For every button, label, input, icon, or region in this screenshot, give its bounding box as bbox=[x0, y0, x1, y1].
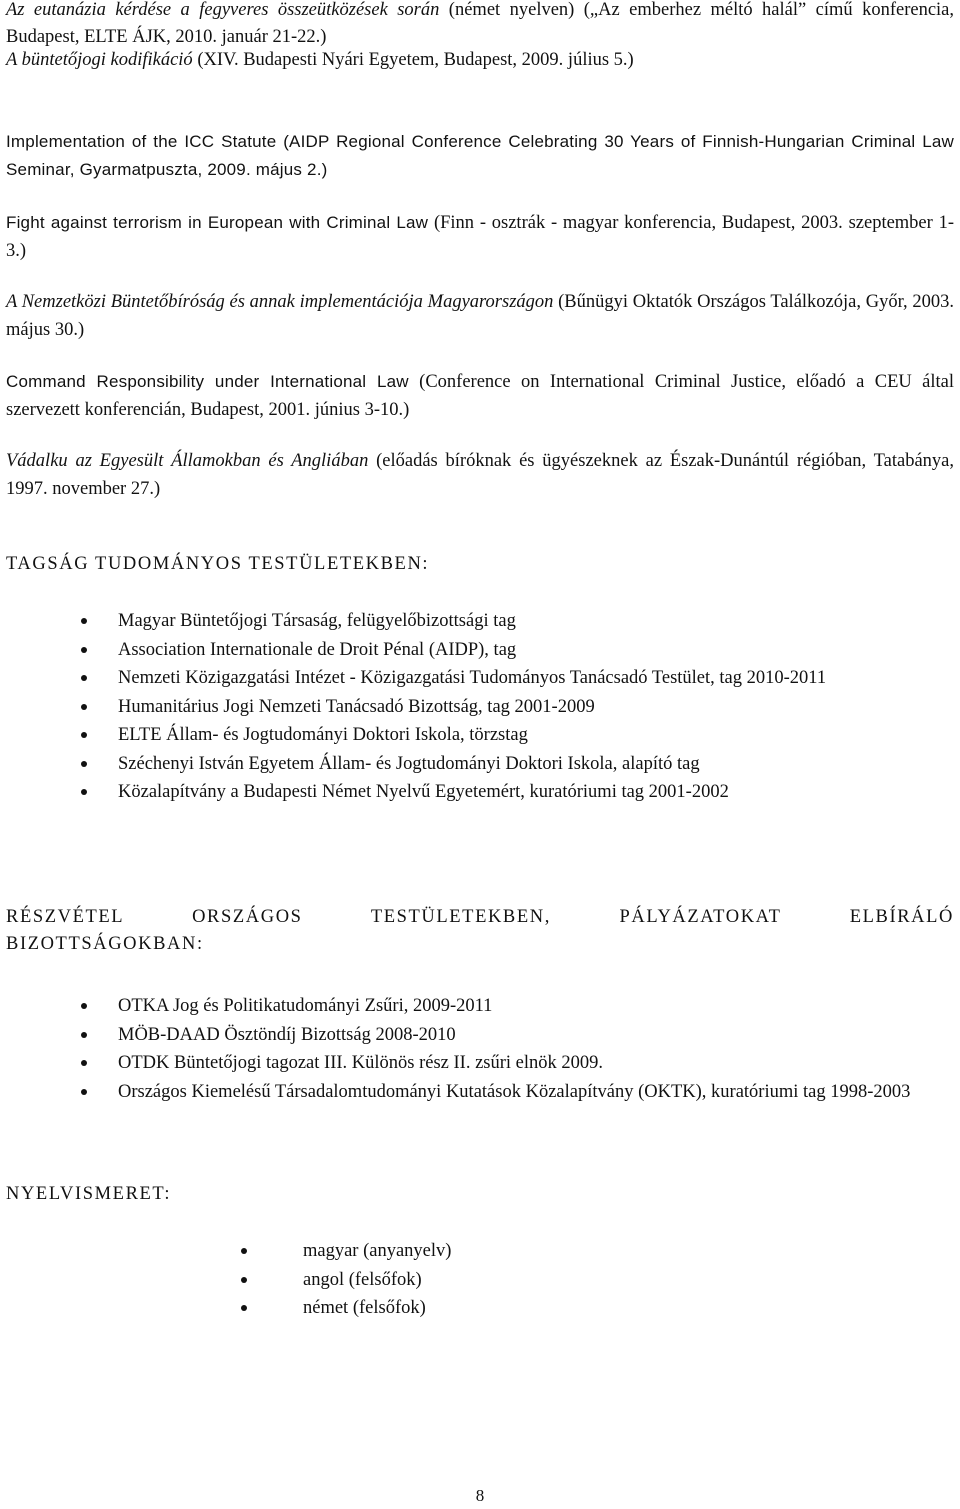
list-item-text: Közalapítvány a Budapesti Német Nyelvű Egyetemért, kuratóriumi tag 2001-2002 bbox=[118, 782, 729, 802]
list-item bbox=[118, 778, 956, 807]
lecture-detail: (XIV. Budapesti Nyári Egyetem, Budapest, 2009. július 5.) bbox=[192, 50, 634, 70]
bullet-icon bbox=[81, 789, 87, 795]
participation-list bbox=[118, 992, 956, 1106]
list-item-text: angol (felsőfok) bbox=[303, 1269, 422, 1290]
list-item bbox=[118, 1049, 956, 1078]
bullet-icon bbox=[81, 1060, 87, 1066]
list-item-text: OTKA Jog és Politikatudományi Zsűri, 2009-2011 bbox=[118, 996, 493, 1016]
participation-heading: RÉSZVÉTEL ORSZÁGOS TESTÜLETEKBEN, PÁLYÁZATOKAT ELBÍRÁLÓ BIZOTTSÁGOKBAN: bbox=[6, 907, 954, 954]
list-item bbox=[118, 693, 956, 722]
lecture-title: A Nemzetközi Büntetőbíróság és annak implementációja Magyarországon bbox=[6, 292, 554, 312]
bullet-icon bbox=[81, 647, 87, 653]
lecture-entry bbox=[6, 288, 954, 344]
lecture-detail: (AIDP Regional Conference Celebrating 30 Years of Finnish-Hungarian Criminal Law Seminar, Gyarmatpuszta, 2009. május 2.) bbox=[6, 132, 954, 179]
list-item bbox=[118, 992, 956, 1021]
bullet-icon bbox=[81, 1003, 87, 1009]
list-item-text: OTDK Büntetőjogi tagozat III. Különös rész II. zsűri elnök 2009. bbox=[118, 1053, 604, 1073]
page-number: 8 bbox=[475, 1486, 485, 1505]
list-item-text: Nemzeti Közigazgatási Intézet - Közigazgatási Tudományos Tanácsadó Testület, tag 2010-2011 bbox=[118, 668, 827, 688]
bullet-icon bbox=[81, 618, 87, 624]
list-item-text: Magyar Büntetőjogi Társaság, felügyelőbizottsági tag bbox=[118, 611, 516, 631]
list-item-text: Országos Kiemelésű Társadalomtudományi Kutatások Közalapítvány (OKTK), kuratóriumi tag 1998-2003 bbox=[118, 1081, 911, 1102]
list-item bbox=[303, 1294, 903, 1323]
list-item-text: Humanitárius Jogi Nemzeti Tanácsadó Bizottság, tag 2001-2009 bbox=[118, 696, 595, 717]
list-item bbox=[303, 1266, 903, 1295]
languages-heading: NYELVISMERET: bbox=[6, 1184, 172, 1204]
bullet-icon bbox=[81, 761, 87, 767]
list-item-text: német (felsőfok) bbox=[303, 1298, 426, 1318]
lecture-entry bbox=[6, 0, 954, 51]
lecture-title: Vádalku az Egyesült Államokban és Angliában bbox=[6, 451, 369, 471]
list-item-text: ELTE Állam- és Jogtudományi Doktori Iskola, törzstag bbox=[118, 725, 528, 745]
lecture-entry bbox=[6, 209, 954, 265]
list-item-text: magyar (anyanyelv) bbox=[303, 1241, 452, 1261]
list-item bbox=[118, 636, 956, 665]
lecture-title: Implementation of the ICC Statute bbox=[6, 132, 277, 151]
lecture-detail: (Finn - osztrák - magyar konferencia, Budapest, 2003. szeptember 1-3.) bbox=[6, 213, 955, 261]
lecture-title: Fight against terrorism in European with Criminal Law bbox=[6, 213, 429, 232]
list-item bbox=[118, 721, 956, 750]
lecture-entry bbox=[6, 447, 954, 503]
lecture-title: Command Responsibility under International Law bbox=[6, 372, 409, 391]
lecture-entry bbox=[6, 128, 954, 184]
bullet-icon bbox=[81, 1032, 87, 1038]
list-item-text: MÖB-DAAD Ösztöndíj Bizottság 2008-2010 bbox=[118, 1024, 456, 1045]
bullet-icon bbox=[241, 1277, 247, 1283]
lecture-detail: (előadás bíróknak és ügyészeknek az Észak-Dunántúl régióban, Tatabánya, 1997. november 27.) bbox=[6, 451, 954, 499]
lecture-detail: (Bűnügyi Oktatók Országos Találkozója, Győr, 2003. május 30.) bbox=[6, 292, 954, 340]
list-item bbox=[118, 1021, 956, 1050]
list-item-text: Széchenyi István Egyetem Állam- és Jogtudományi Doktori Iskola, alapító tag bbox=[118, 753, 700, 774]
lecture-title: A büntetőjogi kodifikáció bbox=[6, 50, 193, 70]
list-item bbox=[118, 607, 956, 636]
lecture-title: Az eutanázia kérdése a fegyveres összeütközések során bbox=[6, 0, 440, 20]
bullet-icon bbox=[241, 1248, 247, 1254]
bullet-icon bbox=[241, 1305, 247, 1311]
list-item bbox=[303, 1237, 903, 1266]
lecture-detail: (Conference on International Criminal Justice, előadó a CEU által szervezett konferencián, Budapest, 2001. június 3-10.) bbox=[6, 372, 954, 420]
languages-list bbox=[303, 1237, 903, 1323]
membership-list bbox=[118, 607, 956, 807]
list-item-text: Association Internationale de Droit Pénal (AIDP), tag bbox=[118, 639, 517, 660]
lecture-detail: (német nyelven) („Az emberhez méltó halál” című konferencia, Budapest, ELTE ÁJK, 2010. január 21-22.) bbox=[6, 0, 955, 47]
list-item bbox=[118, 1078, 956, 1107]
bullet-icon bbox=[81, 732, 87, 738]
bullet-icon bbox=[81, 704, 87, 710]
lecture-entry bbox=[6, 46, 954, 74]
lecture-entry bbox=[6, 368, 954, 424]
list-item bbox=[118, 750, 956, 779]
list-item bbox=[118, 664, 956, 693]
bullet-icon bbox=[81, 675, 87, 681]
bullet-icon bbox=[81, 1089, 87, 1095]
membership-heading: TAGSÁG TUDOMÁNYOS TESTÜLETEKBEN: bbox=[6, 554, 430, 574]
